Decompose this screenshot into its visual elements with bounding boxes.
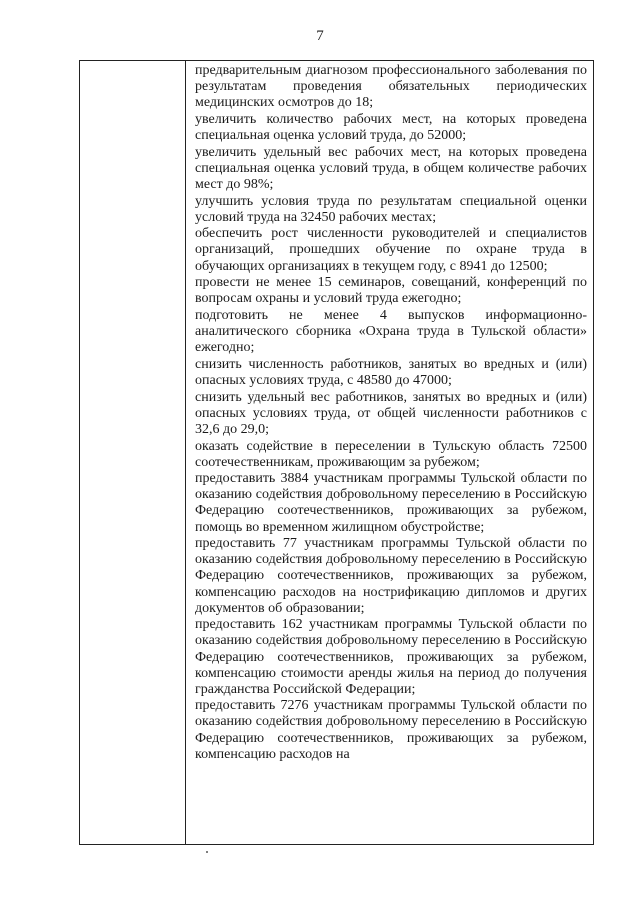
list-item: предоставить 3884 участникам программы Тульской области по оказанию содействия добровольному переселению в Российскую Федерацию соотечественников, проживающих за рубежом, помощь во временном жилищном обустройстве; bbox=[195, 471, 587, 535]
list-item: предоставить 77 участникам программы Тульской области по оказанию содействия добровольному переселению в Российскую Федерацию соотечественников, проживающих за рубежом, компенсацию расходов на нострификацию дипломов и других документов об образовании; bbox=[195, 536, 587, 616]
list-item: увеличить удельный вес рабочих мест, на которых проведена специальная оценка условий труда, в общем количестве рабочих мест до 98%; bbox=[195, 144, 587, 192]
page-number: 7 bbox=[316, 28, 324, 44]
list-item: предоставить 162 участникам программы Тульской области по оказанию содействия добровольному переселению в Российскую Федерацию соотечественников, проживающих за рубежом, компенсацию стоимости аренды жилья на период до получения гражданства Российской Федерации; bbox=[195, 617, 587, 697]
list-item: предварительным диагнозом профессионального заболевания по результатам проведения обязательных периодических медицинских осмотров до 18; bbox=[195, 63, 587, 111]
table-right-column bbox=[186, 61, 593, 844]
list-item: провести не менее 15 семинаров, совещаний, конференций по вопросам охраны и условий труда ежегодно; bbox=[195, 275, 587, 307]
list-item: снизить удельный вес работников, занятых во вредных и (или) опасных условиях труда, от общей численности работников с 32,6 до 29,0; bbox=[195, 389, 587, 437]
list-item: увеличить количество рабочих мест, на которых проведена специальная оценка условий труда, до 52000; bbox=[195, 111, 587, 143]
list-item: обеспечить рост численности руководителей и специалистов организаций, прошедших обучение по охране труда в обучающих организациях в текущем году, с 8941 до 12500; bbox=[195, 226, 587, 274]
document-table bbox=[79, 60, 594, 845]
list-item: предоставить 7276 участникам программы Тульской области по оказанию содействия добровольному переселению в Российскую Федерацию соотечественников, проживающих за рубежом, компенсацию расходов на bbox=[195, 698, 587, 762]
list-item: подготовить не менее 4 выпусков информационно-аналитического сборника «Охрана труда в Тульской области» ежегодно; bbox=[195, 307, 587, 356]
list-item: оказать содействие в переселении в Тульскую область 72500 соотечественникам, проживающим за рубежом; bbox=[195, 438, 587, 470]
scan-dot bbox=[206, 851, 208, 853]
list-item: улучшить условия труда по результатам специальной оценки условий труда на 32450 рабочих местах; bbox=[195, 193, 587, 225]
table-left-column bbox=[80, 61, 186, 844]
list-item: снизить численность работников, занятых во вредных и (или) опасных условиях труда, с 48580 до 47000; bbox=[195, 356, 587, 388]
